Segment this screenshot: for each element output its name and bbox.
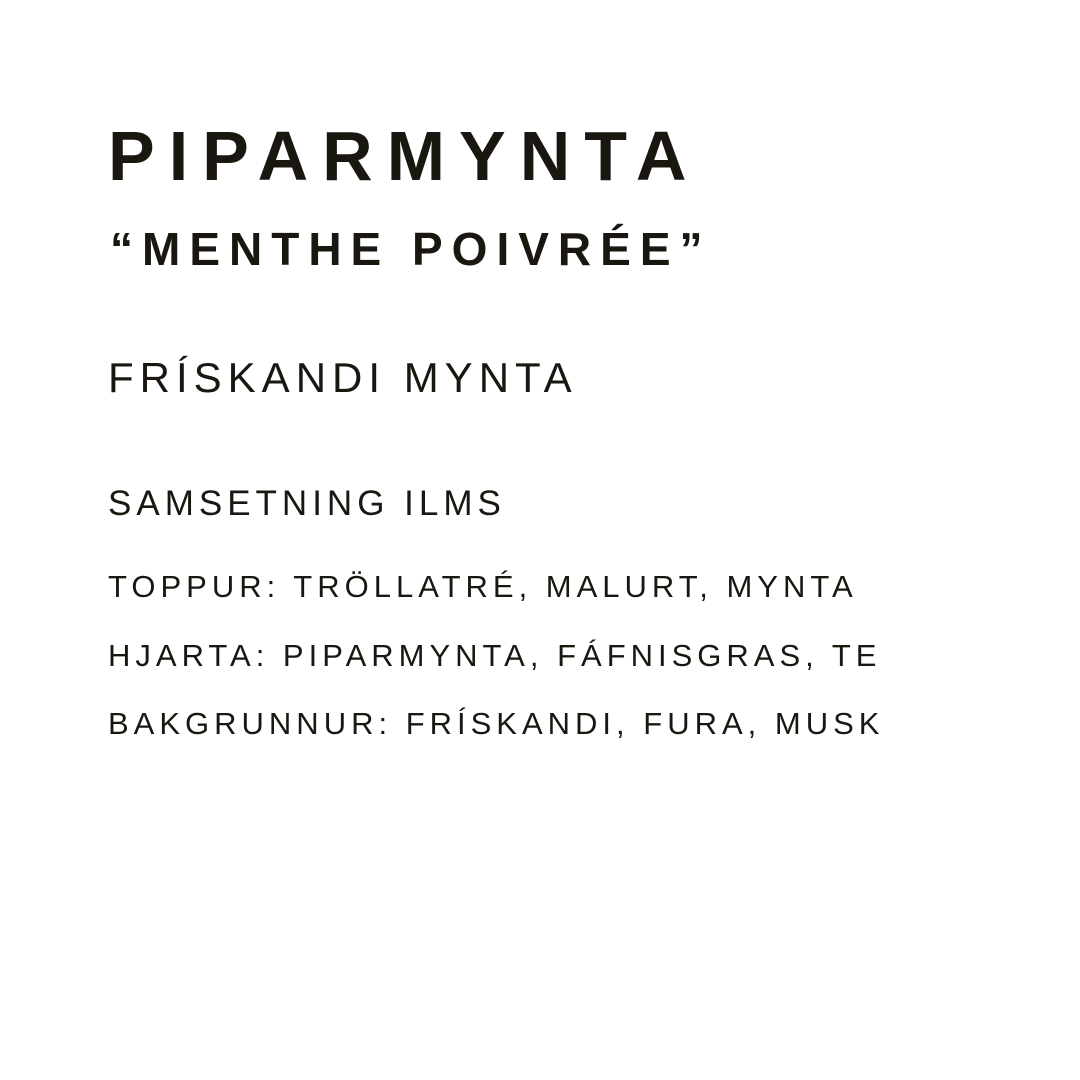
base-notes: BAKGRUNNUR: FRÍSKANDI, FURA, MUSK bbox=[108, 706, 885, 741]
product-tagline: FRÍSKANDI MYNTA bbox=[108, 354, 578, 401]
top-notes: TOPPUR: TRÖLLATRÉ, MALURT, MYNTA bbox=[108, 569, 858, 604]
fragrance-composition-heading: SAMSETNING ILMS bbox=[108, 484, 506, 523]
heart-notes: HJARTA: PIPARMYNTA, FÁFNISGRAS, TE bbox=[108, 638, 882, 673]
product-name: PIPARMYNTA bbox=[108, 117, 701, 195]
product-french-name: “MENTHE POIVRÉE” bbox=[110, 223, 712, 275]
